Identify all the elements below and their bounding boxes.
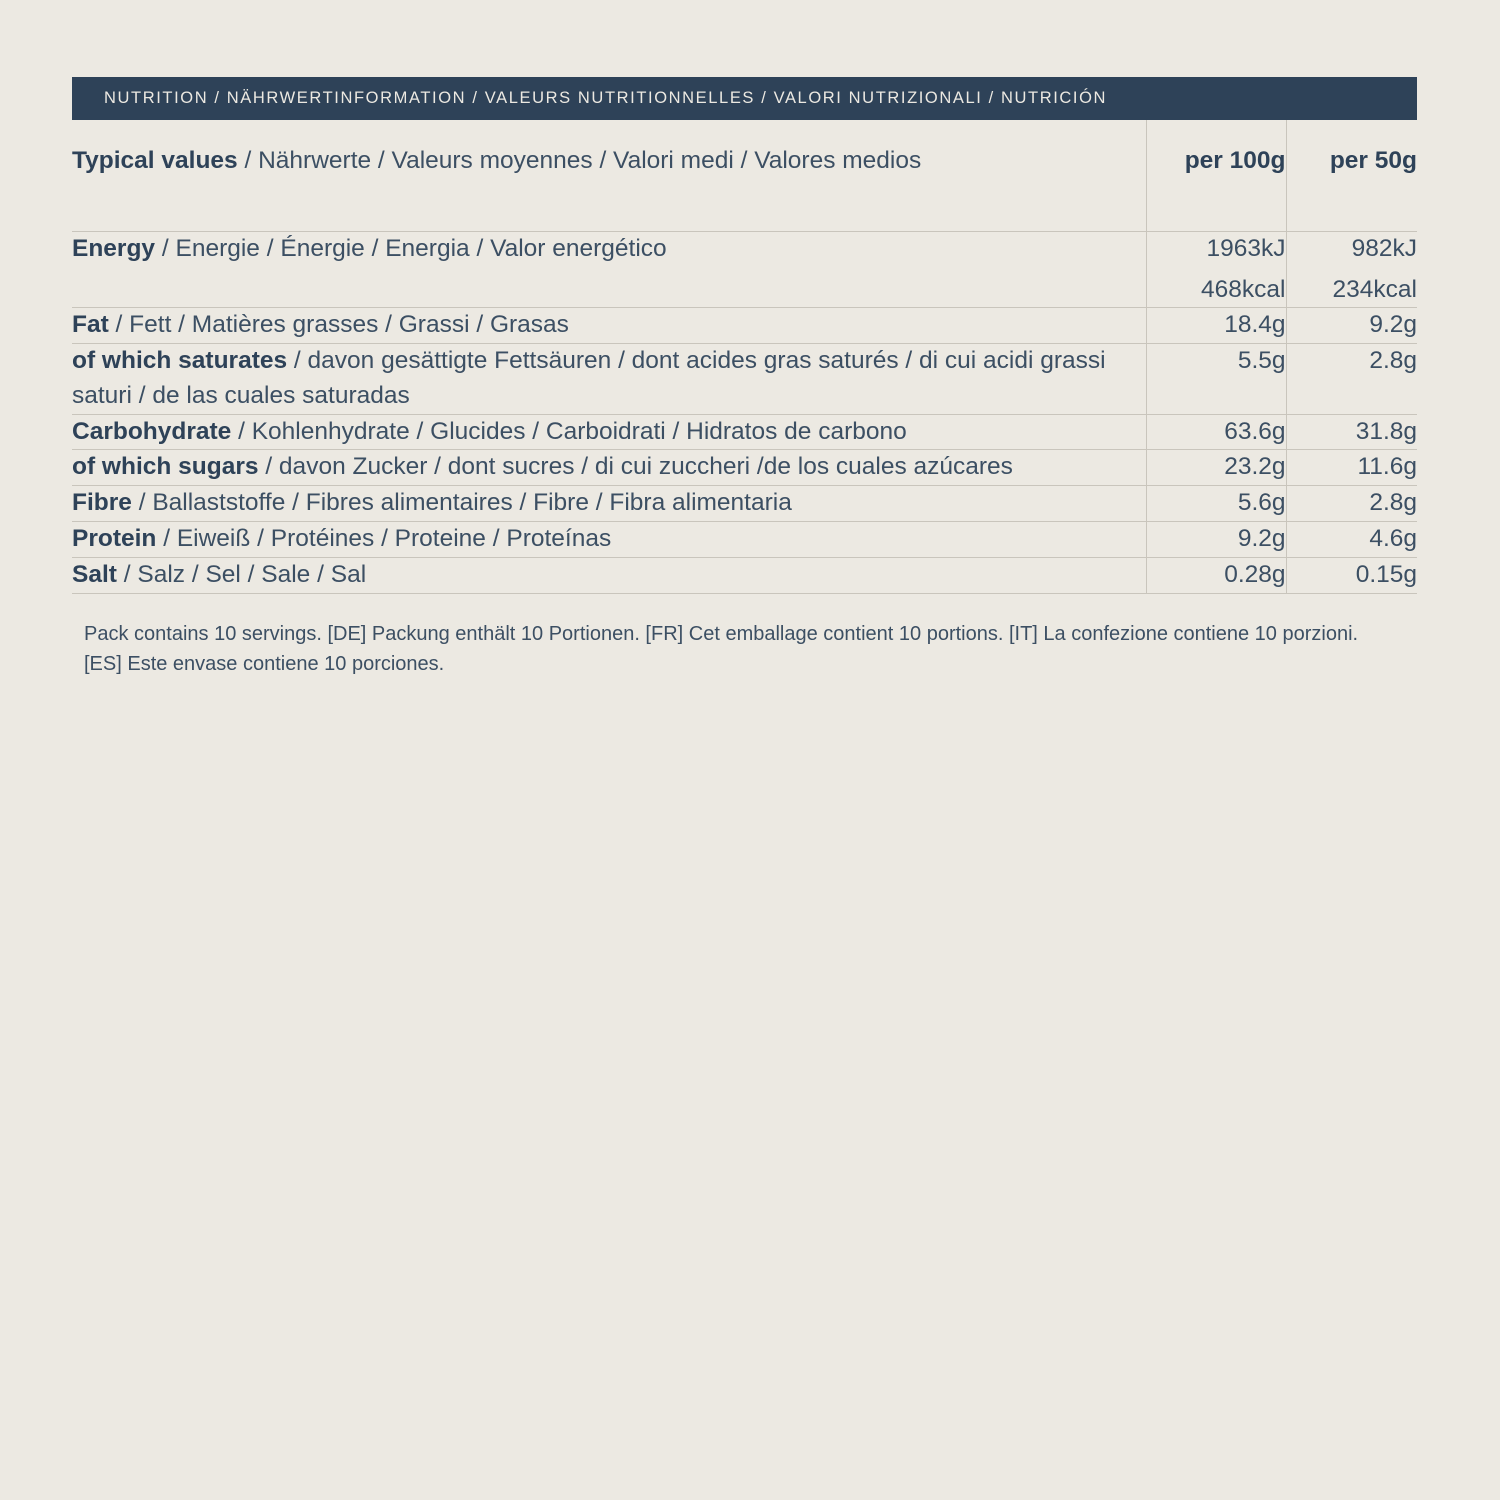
nutrient-label-cell — [72, 414, 1146, 450]
table-row — [72, 450, 1417, 486]
nutrient-translations: / Eiweiß / Protéines / Proteine / Proteínas — [156, 525, 612, 553]
value-secondary: 234kcal — [1332, 275, 1417, 303]
nutrient-label-cell — [72, 522, 1146, 558]
table-header-row — [72, 120, 1417, 231]
value-primary: 1963kJ — [1206, 234, 1286, 262]
table-row — [72, 231, 1417, 308]
typical-values-rest: / Nährwerte / Valeurs moyennes / Valori medi / Valores medios — [237, 147, 922, 174]
table-row — [72, 308, 1417, 344]
value-per-100g: 9.2g — [1146, 522, 1286, 558]
nutrition-table — [72, 120, 1417, 594]
value-per-100g: 5.5g — [1146, 344, 1286, 415]
typical-values-label-cell — [72, 120, 1146, 231]
nutrient-name: Carbohydrate — [72, 417, 232, 445]
value-per-50g: 0.15g — [1286, 557, 1417, 593]
nutrition-table-body — [72, 120, 1417, 593]
value-per-100g — [1146, 231, 1286, 308]
table-row — [72, 486, 1417, 522]
nutrient-translations: / davon Zucker / dont sucres / di cui zuccheri /de los cuales azúcares — [258, 453, 1013, 481]
nutrient-label-cell — [72, 486, 1146, 522]
value-per-50g: 2.8g — [1286, 344, 1417, 415]
nutrient-label-cell — [72, 308, 1146, 344]
value-per-100g: 23.2g — [1146, 450, 1286, 486]
nutrition-header-bar — [72, 77, 1417, 120]
servings-footnote: Pack contains 10 servings. [DE] Packung enthält 10 Portionen. [FR] Cet emballage contient 10 portions. [IT] La confezione contiene 10 porzioni. [ES] Este envase contiene 10 porciones. — [84, 622, 1359, 675]
value-per-50g: 31.8g — [1286, 414, 1417, 450]
value-per-100g: 18.4g — [1146, 308, 1286, 344]
nutrient-label-cell — [72, 231, 1146, 308]
nutrient-translations: / Salz / Sel / Sale / Sal — [116, 560, 367, 588]
nutrient-name: Energy — [72, 234, 156, 262]
table-row — [72, 414, 1417, 450]
value-per-100g: 63.6g — [1146, 414, 1286, 450]
value-per-50g: 11.6g — [1286, 450, 1417, 486]
value-per-50g — [1286, 231, 1417, 308]
value-per-50g: 2.8g — [1286, 486, 1417, 522]
value-per-100g: 5.6g — [1146, 486, 1286, 522]
value-secondary: 468kcal — [1201, 275, 1286, 303]
table-row — [72, 557, 1417, 593]
nutrient-name: Salt — [72, 560, 117, 588]
nutrient-translations: / Kohlenhydrate / Glucides / Carboidrati / Hidratos de carbono — [231, 417, 907, 445]
nutrient-name: Fat — [72, 311, 109, 339]
nutrition-panel — [72, 77, 1417, 679]
column-header-per-50g: per 50g — [1286, 120, 1417, 231]
nutrient-name: of which sugars — [72, 453, 259, 481]
nutrient-name: Fibre — [72, 489, 132, 517]
nutrient-translations: / Fett / Matières grasses / Grassi / Grasas — [108, 311, 569, 339]
nutrient-label-cell — [72, 344, 1146, 415]
table-row — [72, 522, 1417, 558]
nutrient-name: of which saturates — [72, 347, 288, 375]
nutrient-label-cell — [72, 450, 1146, 486]
nutrient-translations: / Ballaststoffe / Fibres alimentaires / Fibre / Fibra alimentaria — [131, 489, 792, 517]
table-row — [72, 344, 1417, 415]
value-per-50g: 9.2g — [1286, 308, 1417, 344]
column-header-per-100g: per 100g — [1146, 120, 1286, 231]
nutrient-label-cell — [72, 557, 1146, 593]
typical-values-strong: Typical values — [72, 147, 238, 174]
nutrient-name: Protein — [72, 525, 157, 553]
nutrient-translations: / Energie / Énergie / Energia / Valor energético — [155, 234, 667, 262]
value-per-100g: 0.28g — [1146, 557, 1286, 593]
nutrition-header-title: NUTRITION / NÄHRWERTINFORMATION / VALEURS NUTRITIONNELLES / VALORI NUTRIZIONALI / NUTRICIÓN — [104, 89, 1108, 107]
value-primary: 982kJ — [1351, 234, 1417, 262]
value-per-50g: 4.6g — [1286, 522, 1417, 558]
nutrient-translations: / davon gesättigte Fettsäuren / dont acides gras saturés / di cui acidi grassi saturi / de las cuales saturadas — [72, 347, 1106, 409]
